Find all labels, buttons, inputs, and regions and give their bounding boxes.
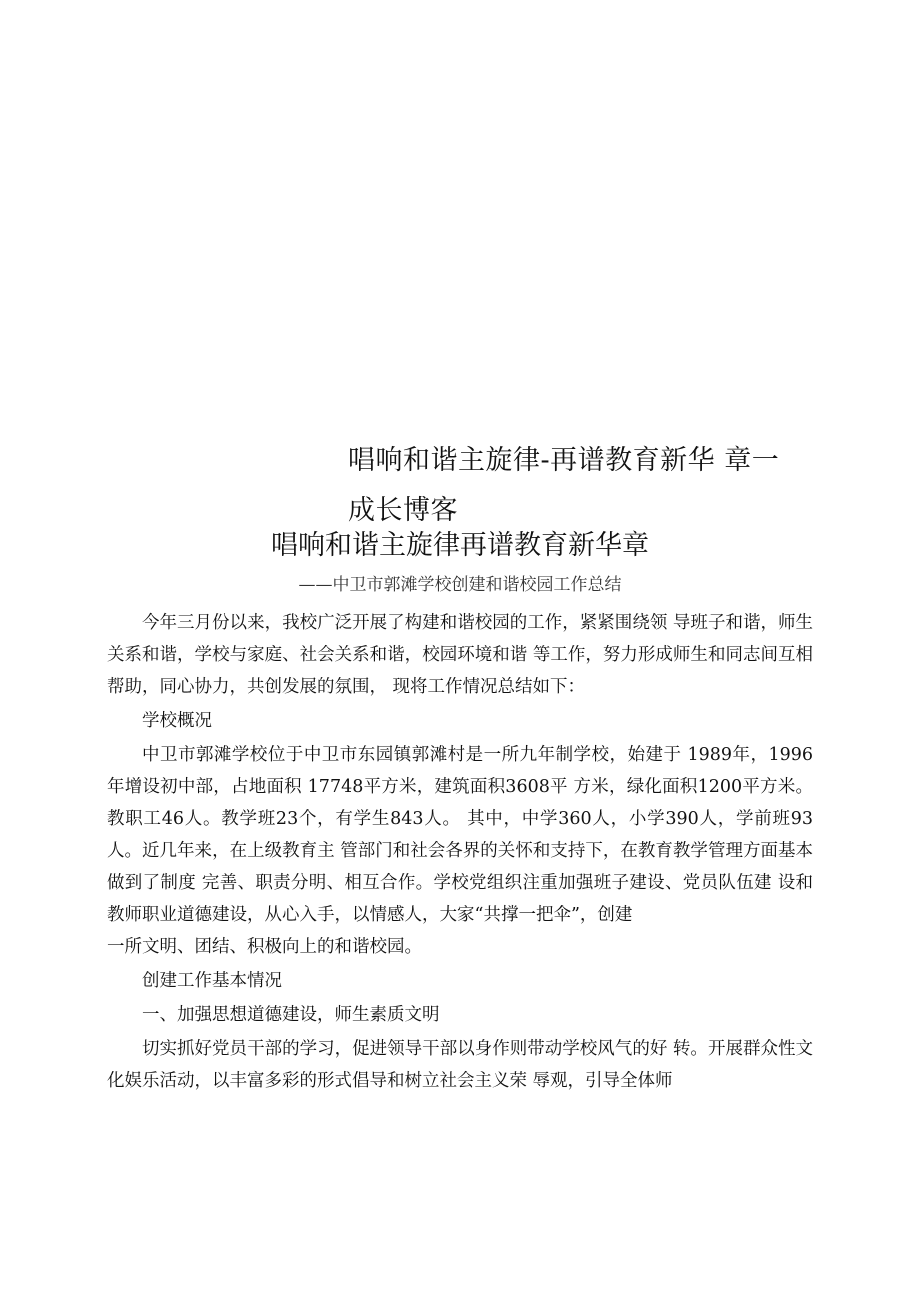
title-line-1: 唱响和谐主旋律-再谱教育新华 章一	[348, 445, 780, 476]
document-title-top	[348, 436, 818, 536]
school-overview-continued: 一所文明、团结、积极向上的和谐校园。	[107, 937, 422, 957]
section-heading-school-overview: 学校概况	[142, 711, 212, 731]
subsection-heading-moral-education: 一、加强思想道德建设，师生素质文明	[142, 1005, 440, 1025]
school-overview-paragraph: 中卫市郭滩学校位于中卫市东园镇郭滩村是一所九年制学校，始建于 1989年，1996年增设初中部，占地面积 17748平方米，建筑面积3608平 方米，绿化面积1200平方米。教职工46人。教学班23个，有学生843人。 其中，中学360人，小学390人，学前班93人。近几年来，在上级教育主 管部门和社会各界的关怀和支持下，在教育教学管理方面基本做到了制度 完善、职责分明、相互合作。学校党组织注重加强班子建设、党员队伍建 设和教师职业道德建设，从心入手，以情感人，大家“共撑一把伞”，创建	[107, 745, 813, 925]
section-heading-work-status: 创建工作基本情况	[142, 971, 282, 991]
intro-paragraph: 今年三月份以来，我校广泛开展了构建和谐校园的工作，紧紧围绕领 导班子和谐，师生关系和谐，学校与家庭、社会关系和谐，校园环境和谐 等工作，努力形成师生和同志间互相帮助，同心协力，共创发展的氛围， 现将工作情况总结如下：	[107, 613, 813, 697]
title-line-2: 成长博客	[348, 495, 458, 526]
main-title: 唱响和谐主旋律再谱教育新华章	[271, 530, 649, 561]
moral-education-paragraph: 切实抓好党员干部的学习，促进领导干部以身作则带动学校风气的好 转。开展群众性文化娱乐活动，以丰富多彩的形式倡导和树立社会主义荣 辱观，引导全体师	[107, 1039, 813, 1091]
body-text	[107, 607, 813, 1097]
subtitle: ——中卫市郭滩学校创建和谐校园工作总结	[298, 575, 622, 595]
